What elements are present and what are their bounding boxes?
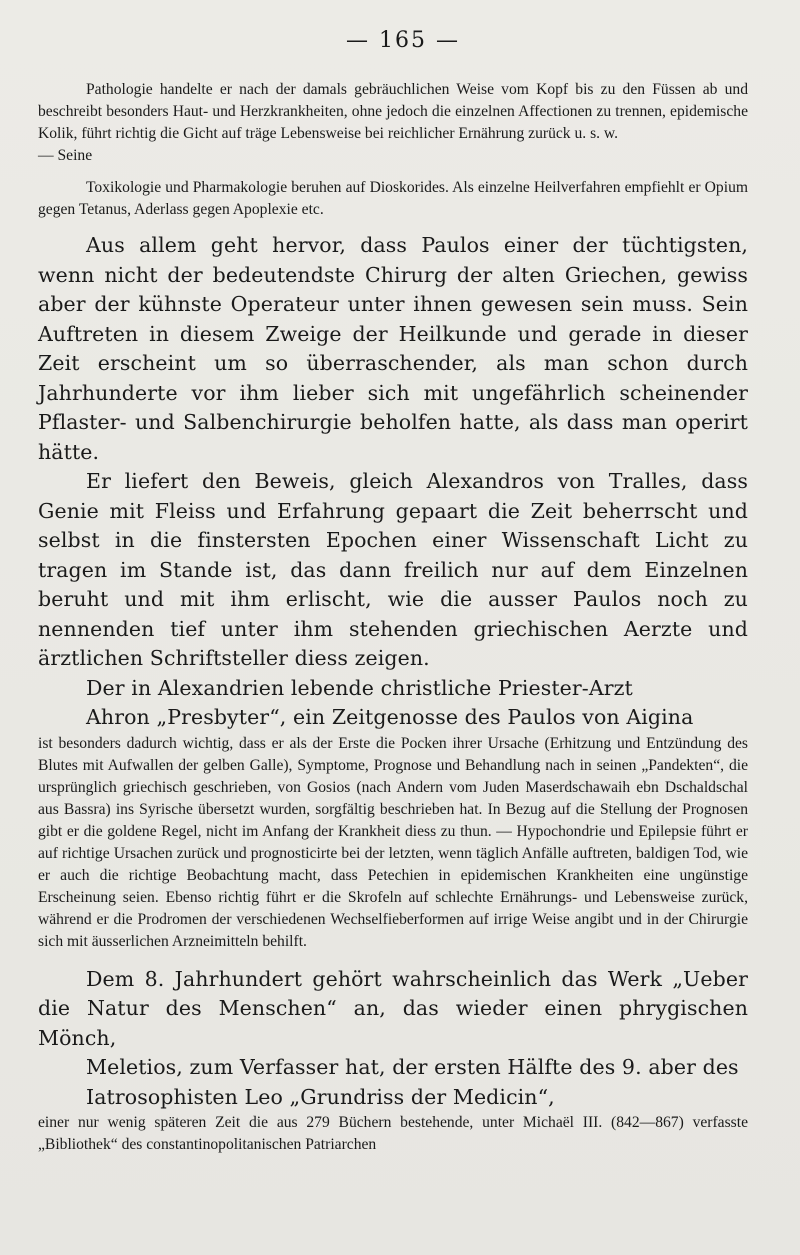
paragraph-meletios: Meletios, zum Verfasser hat, der ersten Hälfte des 9. aber des xyxy=(86,1055,739,1079)
paragraph-ahron-name: Ahron „Presbyter“, ein Zeitgenosse des Paulos von Aigina xyxy=(86,705,694,729)
paragraph-leo: Iatrosophisten Leo „Grundriss der Medicin“, xyxy=(86,1084,555,1109)
paragraph-er-liefert: Er liefert den Beweis, gleich Alexandros von Tralles, dass Genie mit Fleiss und Erfahrung gepaart die Zeit beherrscht und selbst in die finstersten Epochen einer Wissenschaft Licht zu tragen im Stande ist, das dann freilich nur auf dem Einzelnen beruht und mit ihm erlischt, wie die ausser Paulos noch zu nennenden tief unter ihm stehenden griechischen Aerzte und ärztlichen Schriftsteller diess zeigen. xyxy=(38,469,748,670)
paragraph-ahron-intro: Der in Alexandrien lebende christliche Priester-Arzt xyxy=(86,675,633,700)
paragraph-aus-allem: Aus allem geht hervor, dass Paulos einer der tüchtigsten, wenn nicht der bedeutendste Chirurg der alten Griechen, gewiss aber der kühnste Operateur unter ihnen gewesen sein muss. Sein Auftreten in diesem Zweige der Heilkunde und gerade in dieser Zeit erscheint um so überraschender, als man schon durch Jahrhunderte vor ihm lieber sich mit ungefährlich scheinender Pflaster- und Salbenchirurgie beholfen hatte, als dass man operirt hätte. xyxy=(38,233,748,464)
paragraph-toxikologie: Toxikologie und Pharmakologie beruhen auf Dioskorides. Als einzelne Heilverfahren empfiehlt er Opium gegen Tetanus, Aderlass gegen Apoplexie etc. xyxy=(38,179,748,218)
paragraph-bibliothek: einer nur wenig späteren Zeit die aus 279 Büchern bestehende, unter Michaël III. (842—867) verfasste „Bibliothek“ des constantinopolitanischen Patriarchen xyxy=(38,1114,748,1153)
paragraph-seine: — Seine xyxy=(38,147,93,164)
page-number: — 165 — xyxy=(346,28,460,53)
paragraph-ahron-details: ist besonders dadurch wichtig, dass er als der Erste die Pocken ihrer Ursache (Erhitzung und Entzündung des Blutes mit Aufwallen der gelben Galle), Symptome, Prognose und Behandlung nach in seinen „Pandekten“, die ursprünglich griechisch geschrieben, von Gosios (nach Andern vom Juden Maserdschawaih ebn Dschaldschal aus Bassra) ins Syrische übersetzt wurden, sorgfältig beschrieben hat. In Bezug auf die Stellung der Prognosen gibt er die goldene Regel, nicht im Anfang der Krankheit diess zu thun. — Hypochondrie und Epilepsie führt er auf richtige Ursachen zurück und prognosticirte bei der letzten, wenn täglich Anfälle auftreten, baldigen Tod, wie er auch die richtige Beobachtung macht, dass Petechien in epidemischen Krankheiten eine ungünstige Erscheinung seien. Ebenso richtig führt er die Skrofeln auf schlechte Ernährungs- und Lebensweise zurück, während er die Prodromen der verschiedenen Wechselfieberformen auf irrige Weise angibt und in der Chirurgie sich mit äusserlichen Arzneimitteln behilft. xyxy=(38,734,748,950)
paragraph-pathologie: Pathologie handelte er nach der damals gebräuchlichen Weise vom Kopf bis zu den Füssen ab und beschreibt besonders Haut- und Herzkrankheiten, ohne jedoch die einzelnen Affectionen zu trennen, epidemische Kolik, führt richtig die Gicht auf träge Lebensweise bei reichlicher Ernährung zurück u. s. w. xyxy=(38,81,748,142)
paragraph-8-jahrhundert: Dem 8. Jahrhundert gehört wahrscheinlich das Werk „Ueber die Natur des Menschen“ an, das wieder einen phrygischen Mönch, xyxy=(38,966,748,1050)
